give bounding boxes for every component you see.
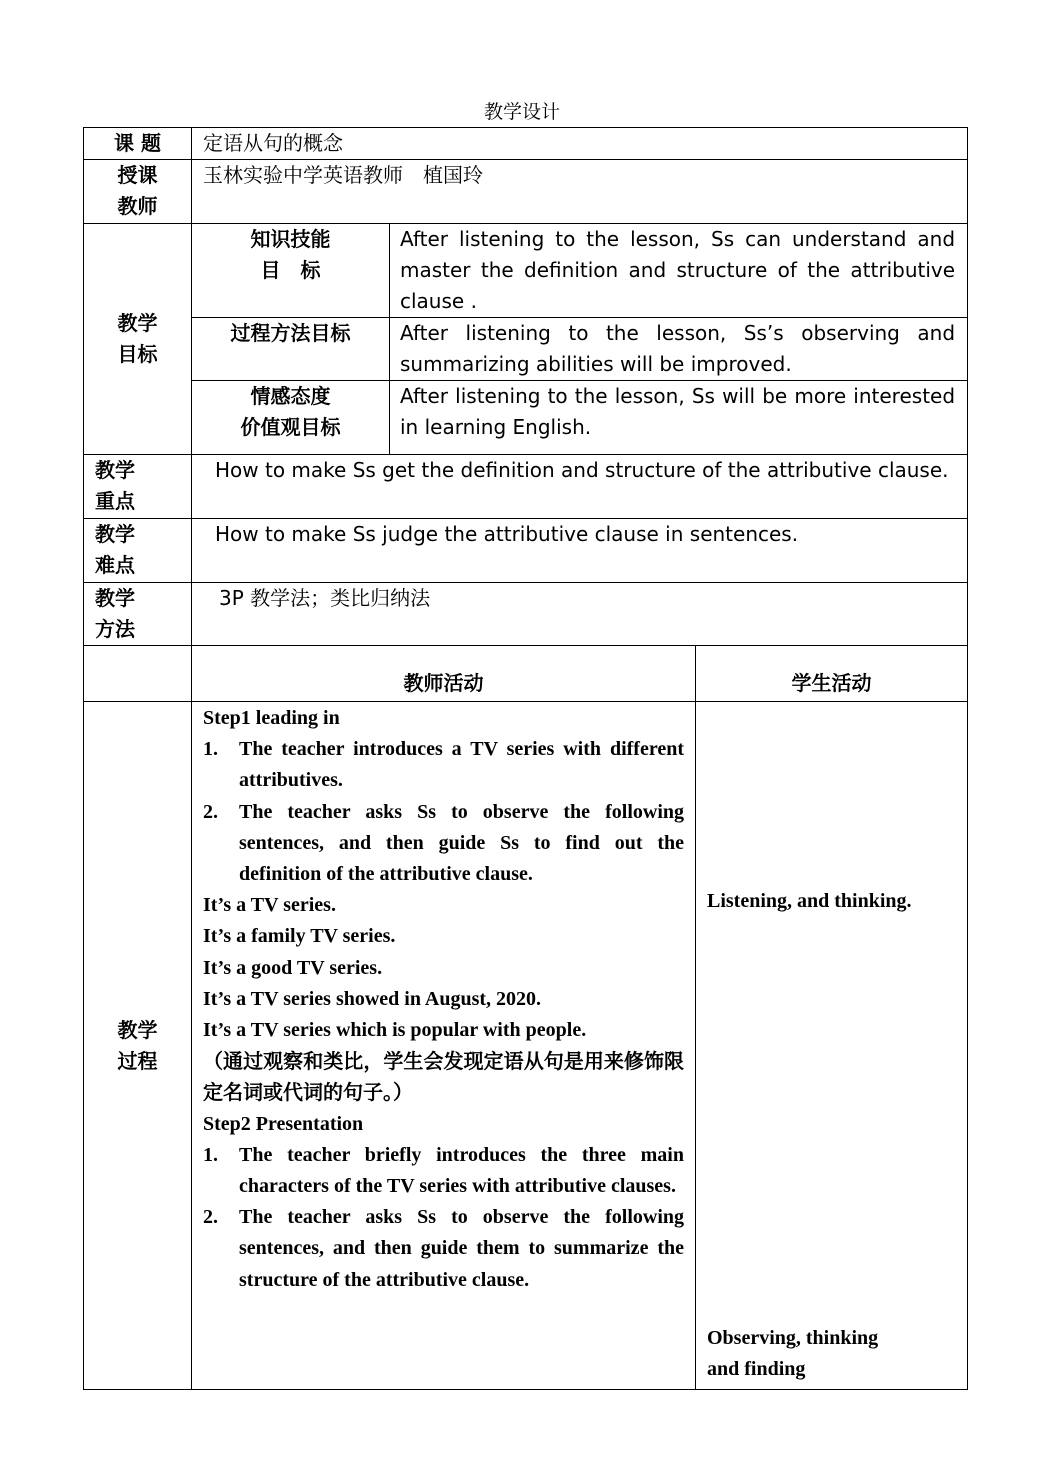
objective-3-label-line2: 价值观目标 bbox=[240, 415, 341, 439]
row-methods bbox=[84, 583, 968, 646]
objective-2-text: After listening to the lesson, Ss’s observing and summarizing abilities will be improved. bbox=[390, 318, 968, 381]
row-difficulties bbox=[84, 519, 968, 583]
methods-label-line2: 方法 bbox=[95, 617, 135, 641]
topic-value: 定语从句的概念 bbox=[192, 128, 968, 160]
list-item-number: 2. bbox=[203, 1206, 218, 1229]
row-teacher bbox=[84, 160, 968, 224]
example-sentence: It’s a TV series. bbox=[203, 894, 336, 917]
process-label-line2: 过程 bbox=[117, 1048, 158, 1073]
list-item-number: 2. bbox=[203, 800, 218, 823]
topic-label: 课 题 bbox=[84, 128, 192, 160]
teacher-value: 玉林实验中学英语教师 植国玲 bbox=[192, 160, 968, 224]
difficulties-label-line2: 难点 bbox=[95, 553, 135, 577]
student-activity-header: 学生活动 bbox=[696, 646, 968, 702]
step2-list bbox=[203, 1140, 684, 1296]
document-title: 教学设计 bbox=[483, 101, 560, 123]
difficulties-label-line1: 教学 bbox=[95, 522, 135, 546]
list-item-text: The teacher asks Ss to observe the following sentences, and then guide them to summarize the structure of the attributive clause. bbox=[239, 1206, 684, 1291]
objective-2-label: 过程方法目标 bbox=[192, 318, 390, 381]
list-item bbox=[203, 797, 684, 891]
difficulties-text: How to make Ss judge the attributive clause in sentences. bbox=[192, 519, 968, 583]
process-note: （通过观察和类比，学生会发现定语从句是用来修饰限定名词或代词的句子。） bbox=[203, 1049, 684, 1105]
teacher-label-line2: 教师 bbox=[117, 194, 158, 218]
row-objective-2 bbox=[84, 318, 968, 381]
objective-3-label bbox=[192, 381, 390, 455]
difficulties-label bbox=[84, 519, 192, 583]
example-sentence: It’s a family TV series. bbox=[203, 925, 396, 948]
objective-1-label-line2: 目 标 bbox=[260, 258, 321, 282]
list-item-text: The teacher briefly introduces the three main characters of the TV series with attributive clauses. bbox=[239, 1143, 684, 1198]
row-activity-header bbox=[84, 646, 968, 702]
teacher-label-line1: 授课 bbox=[117, 163, 158, 187]
key-points-text: How to make Ss get the definition and structure of the attributive clause. bbox=[192, 455, 968, 519]
example-sentence: It’s a TV series which is popular with people. bbox=[203, 1019, 587, 1042]
list-item bbox=[203, 734, 684, 796]
objectives-label-line1: 教学 bbox=[117, 311, 158, 335]
step1-title: Step1 leading in bbox=[203, 707, 340, 729]
objectives-label bbox=[84, 224, 192, 455]
list-item-text: The teacher asks Ss to observe the following sentences, and then guide Ss to find out the definition of the attributive clause. bbox=[239, 800, 684, 886]
activity-header-empty bbox=[84, 646, 192, 702]
teacher-label bbox=[84, 160, 192, 224]
student-activity-1: Listening, and thinking. bbox=[707, 890, 912, 912]
list-item-number: 1. bbox=[203, 1143, 218, 1166]
list-item bbox=[203, 1202, 684, 1296]
process-label bbox=[84, 702, 192, 1390]
example-sentence: It’s a good TV series. bbox=[203, 956, 383, 979]
key-points-label-line1: 教学 bbox=[95, 458, 135, 482]
objective-1-text: After listening to the lesson, Ss can understand and master the definition and structure of the attributive clause . bbox=[390, 224, 968, 318]
objective-1-label-line1: 知识技能 bbox=[250, 227, 331, 251]
objective-3-text: After listening to the lesson, Ss will be more interested in learning English. bbox=[390, 381, 968, 455]
example-sentence: It’s a TV series showed in August, 2020. bbox=[203, 987, 542, 1010]
methods-text: 3P 教学法；类比归纳法 bbox=[192, 583, 968, 646]
student-activity-2-line1: Observing, thinking bbox=[707, 1327, 879, 1349]
objectives-label-line2: 目标 bbox=[117, 342, 158, 366]
row-objective-1 bbox=[84, 224, 968, 318]
objective-1-label bbox=[192, 224, 390, 318]
key-points-label bbox=[84, 455, 192, 519]
row-process bbox=[84, 702, 968, 1390]
objective-3-label-line1: 情感态度 bbox=[250, 384, 331, 408]
list-item-number: 1. bbox=[203, 738, 218, 761]
process-label-line1: 教学 bbox=[117, 1017, 158, 1042]
key-points-label-line2: 重点 bbox=[95, 489, 135, 513]
step2-title: Step2 Presentation bbox=[203, 1112, 364, 1135]
methods-label bbox=[84, 583, 192, 646]
teacher-activity-content bbox=[192, 702, 696, 1390]
row-key-points bbox=[84, 455, 968, 519]
step1-list bbox=[203, 734, 684, 890]
methods-label-line1: 教学 bbox=[95, 586, 135, 610]
row-objective-3 bbox=[84, 381, 968, 455]
student-activity-content bbox=[696, 702, 968, 1390]
teacher-activity-header: 教师活动 bbox=[192, 646, 696, 702]
list-item bbox=[203, 1140, 684, 1202]
row-topic bbox=[84, 128, 968, 160]
lesson-plan-table bbox=[83, 127, 968, 1390]
student-activity-2-line2: and finding bbox=[707, 1358, 806, 1381]
student-activity-2 bbox=[707, 1323, 878, 1385]
list-item-text: The teacher introduces a TV series with different attributives. bbox=[239, 738, 684, 792]
